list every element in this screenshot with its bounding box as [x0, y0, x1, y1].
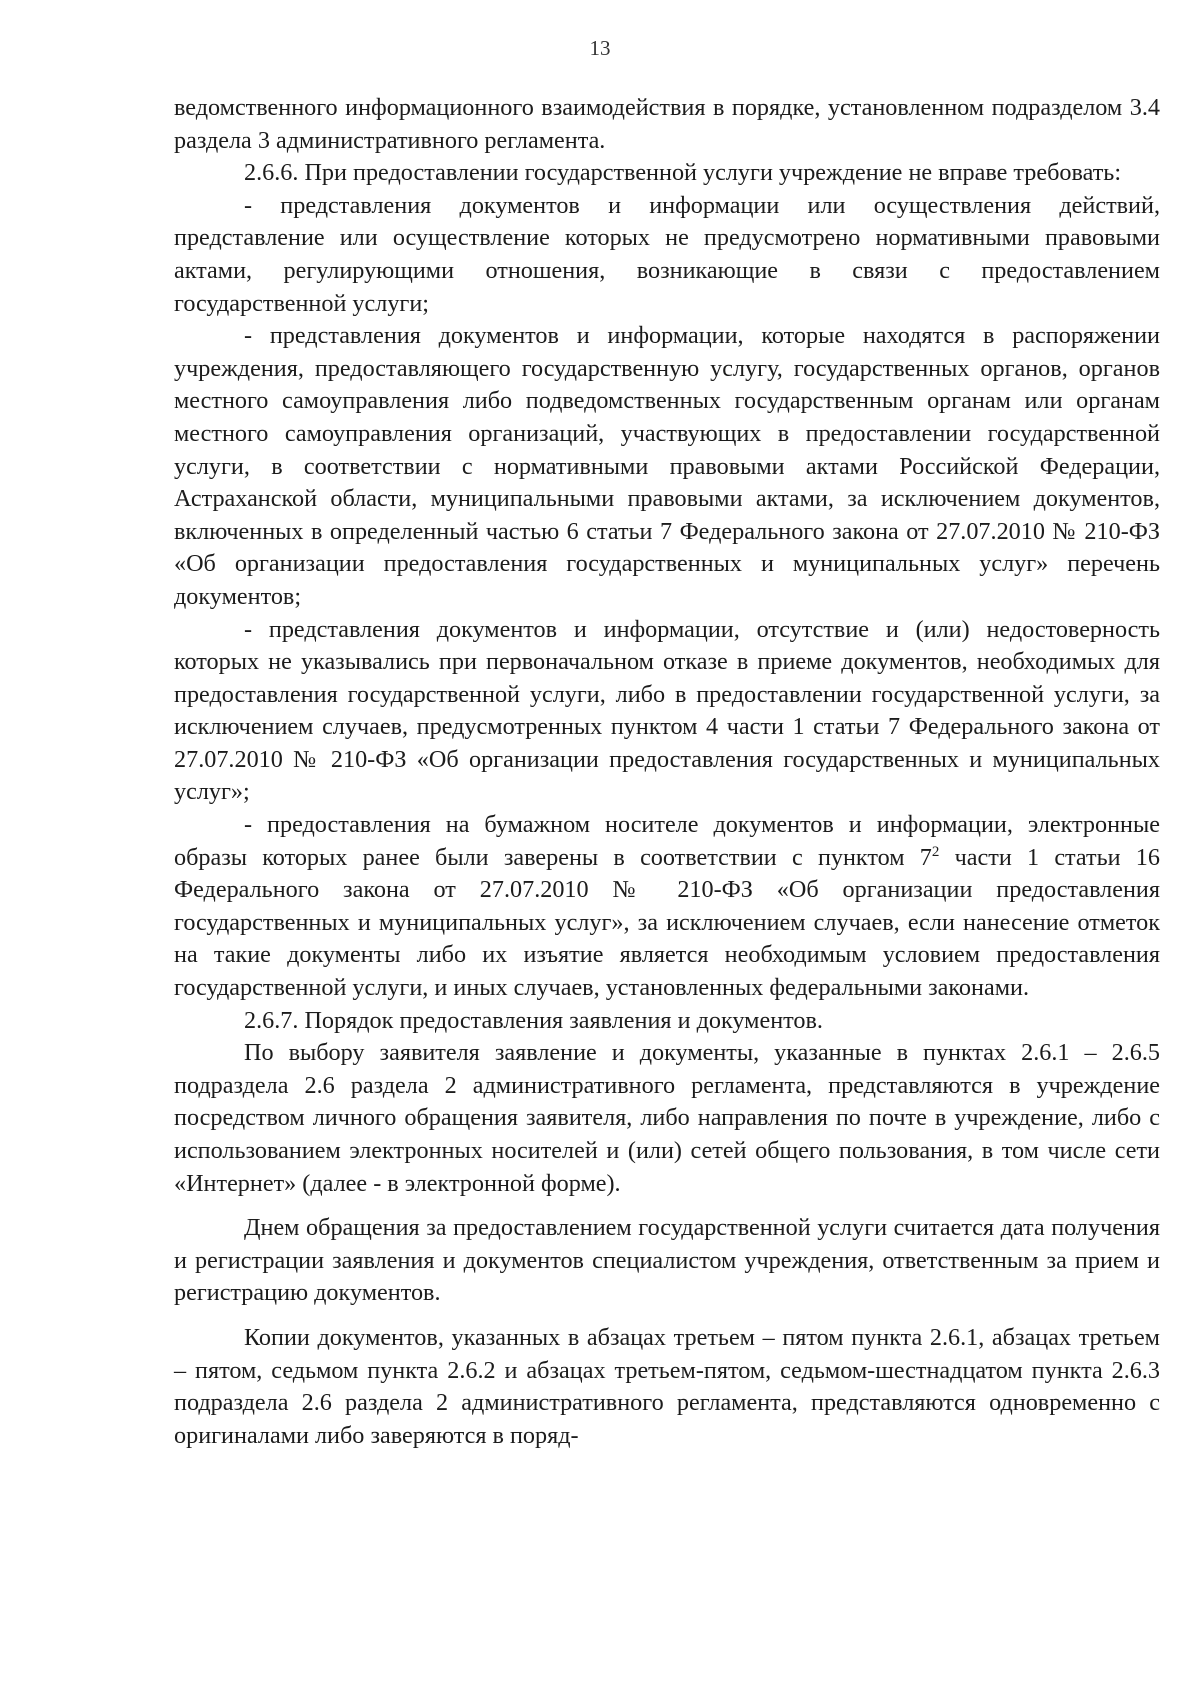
paragraph-item-3: - представления документов и информации, отсутствие и (или) недостоверность которых не указывались при первоначальном отказе в приеме документов, необходимых для предоставления государственной услуги, либо в предоставлении государственной услуги, за исключением случаев, предусмотренных пунктом 4 части 1 статьи 7 Федерального закона от 27.07.2010 № 210-ФЗ «Об организации предоставления государственных и муниципальных услуг»; [174, 615, 1160, 806]
paragraph-2-6-6: 2.6.6. При предоставлении государственной услуги учреждение не вправе требовать: [244, 159, 1122, 187]
superscript-2: 2 [931, 843, 940, 860]
document-body [174, 92, 1160, 1452]
paragraph-2-6-7: 2.6.7. Порядок предоставления заявления и документов. [244, 1006, 823, 1034]
page-number: 13 [589, 36, 611, 60]
paragraph-item-4-part-b: части 1 статьи 16 Федерального закона от 27.07.2010 № 210-ФЗ «Об организации предоставления государственных и муниципальных услуг», за исключением случаев, если нанесение отметок на такие документы либо их изъятие является необходимым условием предоставления государственной услуги, и иных случаев, установленных федеральными законами. [174, 843, 1160, 1002]
paragraph-application-date: Днем обращения за предоставлением государственной услуги считается дата получения и регистрации заявления и документов специалистом учреждения, ответственным за прием и регистрацию документов. [174, 1214, 1160, 1307]
paragraph-item-1: - представления документов и информации или осуществления действий, представление или осуществление которых не предусмотрено нормативными правовыми актами, регулирующими отношения, возникающие в связи с предоставлением государственной услуги; [174, 191, 1160, 317]
paragraph-continuation: ведомственного информационного взаимодействия в порядке, установленном подразделом 3.4 раздела 3 административного регламента. [174, 94, 1160, 154]
paragraph-document-copies: Копии документов, указанных в абзацах третьем – пятом пункта 2.6.1, абзацах третьем – пятом, седьмом пункта 2.6.2 и абзацах третьем-пятом, седьмом-шестнадцатом пункта 2.6.3 подраздела 2.6 раздела 2 административного регламента, представляются одновременно с оригиналами либо заверяются в поряд- [174, 1323, 1160, 1449]
paragraph-item-4-part-a: - предоставления на бумажном носителе документов и информации, электронные образы которых ранее были заверены в соответствии с пунктом 7 [174, 811, 1160, 871]
paragraph-item-4 [174, 809, 1160, 1005]
paragraph-submission-methods: По выбору заявителя заявление и документы, указанные в пунктах 2.6.1 – 2.6.5 подраздела 2.6 раздела 2 административного регламента, представляются в учреждение посредством личного обращения заявителя, либо направления по почте в учреждение, либо с использованием электронных носителей и (или) сетей общего пользования, в том числе сети «Интернет» (далее - в электронной форме). [174, 1039, 1160, 1197]
paragraph-item-2: - представления документов и информации, которые находятся в распоряжении учреждения, предоставляющего государственную услугу, государственных органов, органов местного самоуправления либо подведомственных государственным органам или органам местного самоуправления организаций, участвующих в предоставлении государственной услуги, в соответствии с нормативными правовыми актами Российской Федерации, Астраханской области, муниципальными правовыми актами, за исключением документов, включенных в определенный частью 6 статьи 7 Федерального закона от 27.07.2010 № 210-ФЗ «Об организации предоставления государственных и муниципальных услуг» перечень документов; [174, 322, 1160, 610]
